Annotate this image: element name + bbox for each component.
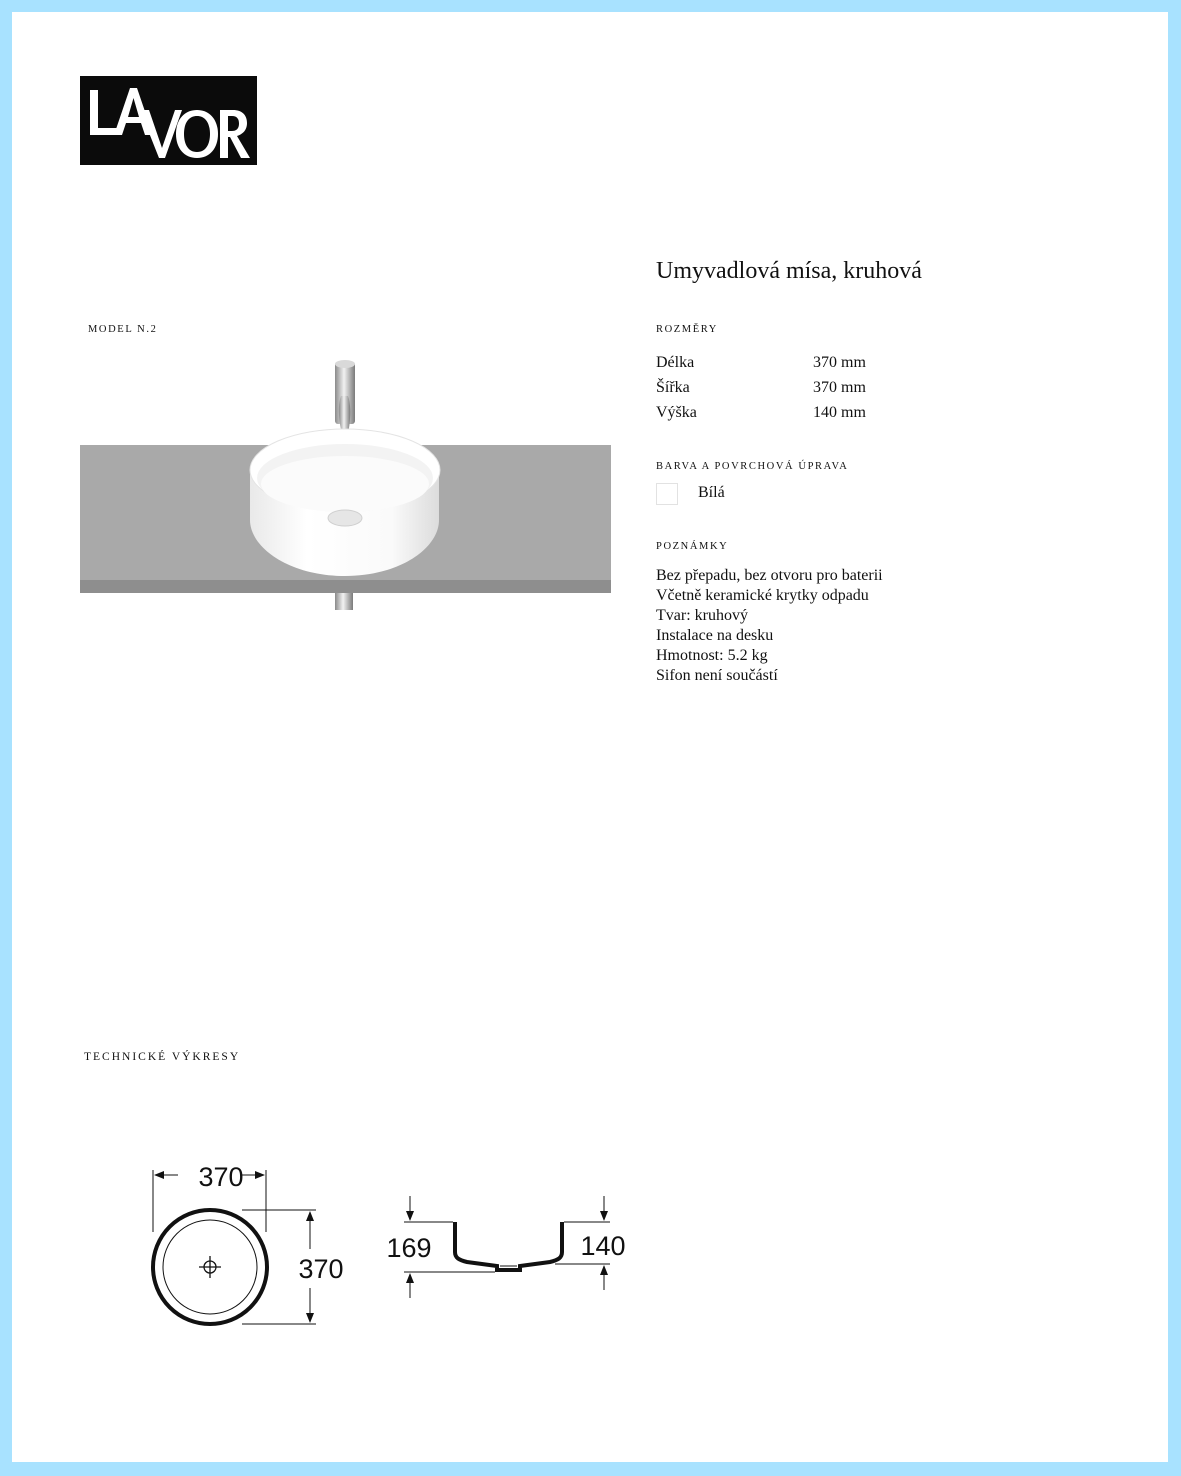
dimension-value: 370 mm — [813, 354, 866, 371]
note-item: Instalace na desku — [656, 627, 774, 644]
dimensions-table — [656, 350, 956, 425]
side-view-drawing — [404, 1196, 610, 1298]
dimensions-heading: ROZMĚRY — [656, 324, 718, 335]
note-item: Hmotnost: 5.2 kg — [656, 647, 768, 664]
note-item: Bez přepadu, bez otvoru pro baterii — [656, 567, 883, 584]
finish-heading: BARVA A POVRCHOVÁ ÚPRAVA — [656, 461, 849, 472]
notes-list — [656, 566, 1136, 686]
note-item: Včetně keramické krytky odpadu — [656, 587, 869, 604]
color-swatch — [656, 483, 678, 505]
technical-drawing — [142, 1152, 642, 1357]
note-item: Tvar: kruhový — [656, 607, 748, 624]
dimension-value: 370 mm — [813, 379, 866, 396]
countertop-edge — [80, 580, 611, 593]
dimension-row-width — [656, 375, 956, 400]
top-view-drawing — [153, 1170, 316, 1324]
drain-cover — [328, 510, 362, 526]
dimension-name: Délka — [656, 354, 695, 371]
dimension-name: Šířka — [656, 379, 690, 396]
spec-sheet-page — [12, 12, 1168, 1462]
dimension-value: 140 mm — [813, 404, 866, 421]
dimension-row-length — [656, 350, 956, 375]
side-view-total-height-label: 169 — [386, 1233, 432, 1263]
note-item: Sifon není součástí — [656, 667, 778, 684]
product-image — [80, 348, 611, 615]
side-view-bowl-height-label: 140 — [580, 1231, 626, 1261]
color-name: Bílá — [698, 484, 725, 501]
product-title: Umyvadlová mísa, kruhová — [656, 258, 922, 284]
technical-drawings-heading: TECHNICKÉ VÝKRESY — [84, 1051, 241, 1063]
dimension-name: Výška — [656, 404, 697, 421]
dimension-row-height — [656, 400, 956, 425]
notes-heading: POZNÁMKY — [656, 541, 729, 552]
model-label: MODEL N.2 — [88, 324, 158, 335]
brand-logo — [80, 76, 257, 165]
top-view-depth-label: 370 — [298, 1254, 344, 1284]
top-view-width-label: 370 — [198, 1162, 244, 1192]
